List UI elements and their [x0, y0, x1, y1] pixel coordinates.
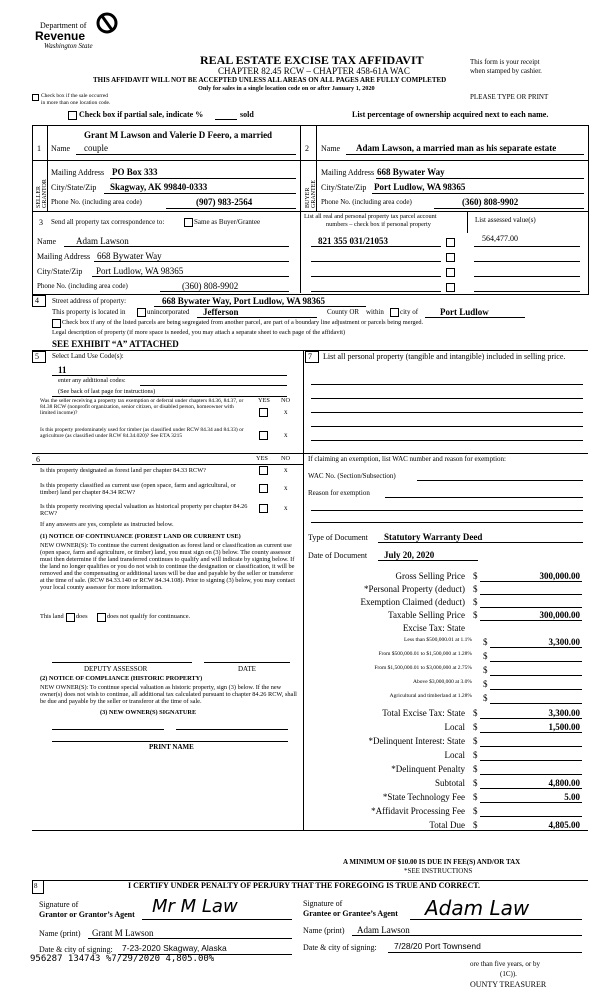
tax-row-label: Excise Tax: State: [402, 623, 465, 633]
land-use-label: Select Land Use Code(s):: [52, 352, 124, 360]
section-3-number: 3: [39, 218, 43, 227]
deputy-assessor-label: DEPUTY ASSESSOR: [84, 665, 148, 673]
tax-row-label: From $500,000.01 to $1,500,000 at 1.28%: [378, 651, 472, 657]
s5-question-2: Is this property predominately used for timber (as classified under RCW 84.34 and 84.33) or agriculture (as classified under RCW 84.34.020)? See ETA 3215: [40, 427, 244, 440]
parcel-header-1: List all real and personal property tax parcel account: [304, 213, 437, 220]
dollar-sign: $: [473, 584, 478, 594]
personal-property-label: List all personal property (tangible and intangible) included in selling price.: [323, 352, 566, 361]
tax-row-label: *Delinquent Interest: State: [368, 736, 465, 746]
within-label: within: [366, 308, 384, 316]
type-or-print: PLEASE TYPE OR PRINT: [470, 93, 549, 101]
dor-logo: [35, 12, 130, 52]
parcel-4-personal-checkbox[interactable]: [446, 283, 455, 292]
dollar-sign: $: [473, 778, 478, 788]
s3-mailing-label: Mailing Address: [37, 252, 91, 261]
county-or-label: County OR: [327, 308, 360, 316]
parcel-1-personal-checkbox[interactable]: [446, 238, 455, 247]
receipt-note-2: when stamped by cashier.: [470, 67, 542, 75]
grantor-date-city[interactable]: 7-23-2020 Skagway, Alaska: [122, 943, 227, 953]
tax-row-label: *Affidavit Processing Fee: [371, 806, 465, 816]
unincorporated-checkbox[interactable]: [137, 308, 146, 317]
document-date-label: Date of Document: [308, 551, 368, 560]
s6-q1-no-mark[interactable]: x: [284, 466, 288, 474]
dollar-sign: $: [473, 597, 478, 607]
tax-row-label: Exemption Claimed (deduct): [360, 597, 465, 607]
tax-row-value[interactable]: 300,000.00: [539, 610, 580, 620]
partial-sold: sold: [240, 110, 254, 119]
buyer-phone[interactable]: (360) 808-9902: [462, 197, 519, 207]
grantee-date-city-label: Date & city of signing:: [303, 943, 377, 952]
s6-no-header: NO: [281, 455, 291, 462]
county[interactable]: Jefferson: [203, 307, 239, 317]
grantor-name[interactable]: Grant M Lawson: [92, 928, 154, 938]
s3-city-label: City/State/Zip: [37, 267, 83, 276]
tax-row-value[interactable]: 4,800.00: [548, 778, 580, 788]
seller-name-line1: Grant M Lawson and Valerie D Feero, a married: [84, 130, 273, 140]
assessed-value[interactable]: 564,477.00: [482, 234, 518, 243]
grantee-sig-label-2: Grantee or Grantee’s Agent: [303, 909, 398, 918]
buyer-name-label: Name: [321, 144, 341, 153]
legal-description-label: Legal description of property (if more space is needed, you may attach a separate sheet to each page of the affidavit): [52, 329, 346, 336]
grantor-name-label: Name (print): [39, 929, 81, 938]
form-subtitle: CHAPTER 82.45 RCW – CHAPTER 458-61A WAC: [218, 66, 410, 76]
partial-text-3: OUNTY TREASURER: [470, 980, 547, 989]
dollar-sign: $: [473, 792, 478, 802]
seller-phone-label: Phone No. (including area code): [51, 198, 142, 206]
exemption-reason-label: Reason for exemption: [308, 489, 370, 497]
tax-row-label: Local: [444, 750, 465, 760]
grantee-name-label: Name (print): [303, 926, 345, 935]
s5-q2-yes[interactable]: [259, 431, 268, 440]
property-city[interactable]: Port Ludlow: [440, 307, 489, 317]
dept-line3: Washington State: [44, 42, 93, 50]
street-address-label: Street address of property:: [52, 297, 127, 305]
print-name-label: PRINT NAME: [149, 743, 194, 751]
tax-row-label: Subtotal: [434, 778, 465, 788]
within-city-checkbox[interactable]: [390, 308, 399, 317]
tax-row-value[interactable]: 3,300.00: [548, 637, 580, 647]
tax-row-label: Less than $500,000.01 at 1.1%: [404, 637, 472, 643]
seller-name-line2: couple: [84, 143, 108, 153]
form-title: REAL ESTATE EXCISE TAX AFFIDAVIT: [200, 53, 424, 67]
buyer-phone-label: Phone No. (including area code): [321, 198, 412, 206]
s6-question-1: Is this property designated as forest land per chapter 84.33 RCW?: [40, 467, 206, 474]
list-percentage-note: List percentage of ownership acquired next to each name.: [352, 110, 549, 119]
dollar-sign: $: [473, 820, 478, 830]
partial-sale-checkbox[interactable]: [68, 111, 77, 120]
seller-city[interactable]: Skagway, AK 99840-0333: [110, 182, 208, 192]
dept-line2: Revenue: [35, 29, 86, 43]
s3-mailing[interactable]: 668 Bywater Way: [97, 251, 162, 261]
s3-phone[interactable]: (360) 808-9902: [182, 281, 239, 291]
see-back-label: (See back of last page for instructions): [58, 388, 156, 395]
buyer-city[interactable]: Port Ludlow, WA 98365: [374, 182, 466, 192]
tax-row-label: Taxable Selling Price: [388, 610, 465, 620]
located-in-label: This property is located in: [52, 308, 126, 316]
s3-phone-label: Phone No. (including area code): [37, 282, 128, 290]
seller-mailing[interactable]: PO Box 333: [112, 167, 158, 177]
city-of-label: city of: [400, 308, 419, 316]
s6-question-2: Is this property classified as current use (open space, farm and agricultural, or timber) land per chapter 84.34 RCW?: [40, 482, 236, 497]
dollar-sign: $: [483, 651, 488, 661]
s6-q2-no-mark[interactable]: x: [284, 484, 288, 492]
grantor-sig-label-2: Grantor or Grantor’s Agent: [39, 910, 135, 919]
dollar-sign: $: [473, 571, 478, 581]
seller-name-label: Name: [51, 144, 71, 153]
seller-side-label: SELLER GRANTOR: [36, 179, 48, 208]
notice-2-text: NEW OWNER(S): To continue special valuation as historic property, sign (3) below. If the new owner(s) does not wish to continue, all additional tax calculated pursuant to chapter 84.26 RCW, shall be due and payable by the seller or transferor at the time of sale.: [40, 684, 297, 706]
legal-description[interactable]: SEE EXHIBIT “A” ATTACHED: [52, 339, 179, 349]
partial-text-2: (1C)).: [500, 970, 517, 978]
s3-city[interactable]: Port Ludlow, WA 98365: [96, 266, 184, 276]
wac-label: WAC No. (Section/Subsection): [308, 472, 396, 480]
form-warning: THIS AFFIDAVIT WILL NOT BE ACCEPTED UNLESS ALL AREAS ON ALL PAGES ARE FULLY COMPLETED: [93, 76, 447, 84]
cashier-stamp: 956287 134743 %7/29/2020 4,805.00%: [30, 954, 215, 964]
buyer-city-label: City/State/Zip: [321, 183, 367, 192]
form-only-for: Only for sales in a single location code on or after January 1, 2020: [198, 85, 375, 92]
s6-q2-yes[interactable]: [259, 484, 268, 493]
seller-mailing-label: Mailing Address: [51, 168, 105, 177]
grantor-date-city-label: Date & city of signing:: [39, 945, 113, 954]
buyer-side-label: BUYER GRANTEE: [305, 180, 317, 208]
unincorporated-label: unincorporated: [147, 308, 190, 316]
s5-yes-header: YES: [258, 397, 270, 404]
parcel-3-personal-checkbox[interactable]: [446, 268, 455, 277]
section-8-number: 8: [34, 882, 38, 890]
dollar-sign: $: [473, 708, 478, 718]
land-does-label: does: [76, 613, 88, 620]
tax-row-label: *Personal Property (deduct): [364, 584, 465, 594]
s5-q2-no-mark[interactable]: x: [284, 431, 288, 439]
section-7-number: 7: [308, 352, 312, 361]
dor-logo-icon: [96, 12, 118, 34]
same-as-buyer-label: Same as Buyer/Grantee: [194, 218, 261, 226]
grantee-sig-label-1: Signature of: [303, 899, 343, 908]
partial-sale-label: Check box if partial sale, indicate %: [79, 110, 204, 119]
parcel-number[interactable]: 821 355 031/21053: [318, 236, 389, 246]
section-4-number: 4: [35, 296, 39, 305]
document-date[interactable]: July 20, 2020: [384, 550, 435, 560]
tax-row-value[interactable]: 1,500.00: [548, 722, 580, 732]
assessed-header: List assessed value(s): [475, 216, 536, 224]
buyer-mailing[interactable]: 668 Bywater Way: [377, 167, 445, 177]
section-5-number: 5: [35, 352, 39, 361]
tax-row-value[interactable]: 3,300.00: [548, 708, 580, 718]
dollar-sign: $: [473, 722, 478, 732]
document-type[interactable]: Statutory Warranty Deed: [384, 532, 483, 542]
segregated-checkbox[interactable]: [52, 319, 61, 328]
minimum-due-note: A MINIMUM OF $10.00 IS DUE IN FEE(S) AND/OR TAX: [343, 858, 521, 866]
partial-text-1: ore than five years, or by: [470, 960, 540, 968]
tax-row-value[interactable]: 5.00: [564, 792, 580, 802]
multi-location-label-2: in more than one location code.: [41, 100, 111, 106]
section-2-number: 2: [305, 144, 309, 153]
tax-row-label: Local: [444, 722, 465, 732]
segregated-label: Check box if any of the listed parcels are being segregated from another parcel, are part of a boundary line adjustment or parcels being merged.: [62, 319, 424, 326]
dollar-sign: $: [473, 764, 478, 774]
tax-row-label: Agricultural and timberland at 1.28%: [389, 693, 472, 699]
s5-q1-no-mark[interactable]: x: [284, 408, 288, 416]
section-6-number: 6: [36, 455, 40, 464]
tax-row-label: Total Excise Tax: State: [382, 708, 465, 718]
dollar-sign: $: [483, 665, 488, 675]
dollar-sign: $: [483, 679, 488, 689]
section-1-number: 1: [37, 144, 41, 153]
certify-statement: I CERTIFY UNDER PENALTY OF PERJURY THAT THE FOREGOING IS TRUE AND CORRECT.: [128, 881, 481, 890]
s5-no-header: NO: [281, 397, 291, 404]
send-correspondence-label: Send all property tax correspondence to:: [51, 218, 165, 226]
dollar-sign: $: [483, 693, 488, 703]
dollar-sign: $: [473, 750, 478, 760]
tax-row-label: Above $3,000,000 at 3.0%: [413, 679, 472, 685]
s3-name-label: Name: [37, 237, 57, 246]
dollar-sign: $: [483, 637, 488, 647]
s6-question-3: Is this property receiving special valuation as historical property per chapter 84.26 RCW?: [40, 503, 248, 518]
seller-city-label: City/State/Zip: [51, 183, 97, 192]
parcel-2-personal-checkbox[interactable]: [446, 253, 455, 262]
tax-row-label: *Delinquent Penalty: [391, 764, 465, 774]
any-yes-note: If any answers are yes, complete as instructed below.: [40, 521, 174, 528]
dept-line1: Department of: [40, 21, 87, 30]
document-type-label: Type of Document: [308, 533, 368, 542]
land-does-not-checkbox[interactable]: [97, 613, 106, 622]
grantee-signature[interactable]: Adam Law: [425, 896, 530, 920]
s5-q1-yes[interactable]: [259, 408, 268, 417]
grantee-name[interactable]: Adam Lawson: [357, 925, 410, 935]
s6-q1-yes[interactable]: [259, 466, 268, 475]
see-instructions: *SEE INSTRUCTIONS: [404, 867, 473, 875]
dollar-sign: $: [473, 736, 478, 746]
receipt-note-1: This form is your receipt: [470, 58, 540, 66]
this-land-label: This land: [40, 613, 64, 620]
notice-1-title: (1) NOTICE OF CONTINUANCE (FOREST LAND OR CURRENT USE): [40, 533, 241, 540]
new-owner-signature-label: (3) NEW OWNER(S) SIGNATURE: [100, 709, 197, 716]
multi-location-checkbox[interactable]: [32, 94, 39, 101]
s5-question-1: Was the seller receiving a property tax exemption or deferral under chapters 84.36, 84.37, or 84.38 RCW (nonprofit organization, senior citizen, or disabled person, homeowner with limited income)?: [40, 398, 244, 417]
notice-2-title: (2) NOTICE OF COMPLIANCE (HISTORIC PROPERTY): [40, 675, 203, 682]
tax-row-label: *State Technology Fee: [382, 792, 465, 802]
s6-q3-yes[interactable]: [259, 504, 268, 513]
s6-q3-no-mark[interactable]: x: [284, 504, 288, 512]
land-does-checkbox[interactable]: [66, 613, 75, 622]
seller-phone[interactable]: (907) 983-2564: [196, 197, 253, 207]
tax-row-value[interactable]: 300,000.00: [539, 571, 580, 581]
street-address[interactable]: 668 Bywater Way, Port Ludlow, WA 98365: [162, 296, 326, 306]
additional-codes-label: enter any additional codes:: [58, 377, 126, 384]
buyer-name[interactable]: Adam Lawson, a married man as his separate estate: [356, 143, 557, 153]
land-use-code[interactable]: 11: [58, 365, 67, 375]
buyer-mailing-label: Mailing Address: [321, 168, 375, 177]
date-label: DATE: [238, 665, 256, 673]
dollar-sign: $: [473, 806, 478, 816]
multi-location-label-1: Check box if the sale occurred: [41, 93, 109, 99]
land-does-not-label: does not qualify for continuance.: [107, 613, 191, 620]
parcel-header-2: numbers – check box if personal property: [326, 221, 431, 228]
notice-1-text: NEW OWNER(S): To continue the current designation as forest land or classification as current use (open space, farm and agriculture, or timber) land, you must sign on (3) below. The county assessor must then determine if the land transferred continues to qualify and will indicate by signing below. If the land no longer qualifies or you do not wish to continue the designation or classification, it will be removed and the compensating or additional taxes will be due and payable by the seller or transferor at the time of sale. (RCW 84.33.140 or RCW 84.34.108). Prior to signing (3) below, you may contact your local county assessor for more information.: [40, 542, 296, 592]
s6-yes-header: YES: [256, 455, 268, 462]
grantor-sig-label-1: Signature of: [39, 900, 79, 909]
tax-row-label: Total Due: [429, 820, 465, 830]
exemption-claim-label: If claiming an exemption, list WAC number and reason for exemption:: [308, 455, 506, 463]
grantee-date-city[interactable]: 7/28/20 Port Townsend: [394, 941, 481, 951]
tax-row-label: Gross Selling Price: [395, 571, 465, 581]
tax-row-label: From $1,500,000.01 to $3,000,000 at 2.75%: [374, 665, 472, 671]
grantor-signature[interactable]: Mr M Law: [152, 896, 238, 917]
tax-row-value[interactable]: 4,805.00: [548, 820, 580, 830]
same-as-buyer-checkbox[interactable]: [184, 218, 193, 227]
dollar-sign: $: [473, 610, 478, 620]
s3-name[interactable]: Adam Lawson: [76, 236, 129, 246]
